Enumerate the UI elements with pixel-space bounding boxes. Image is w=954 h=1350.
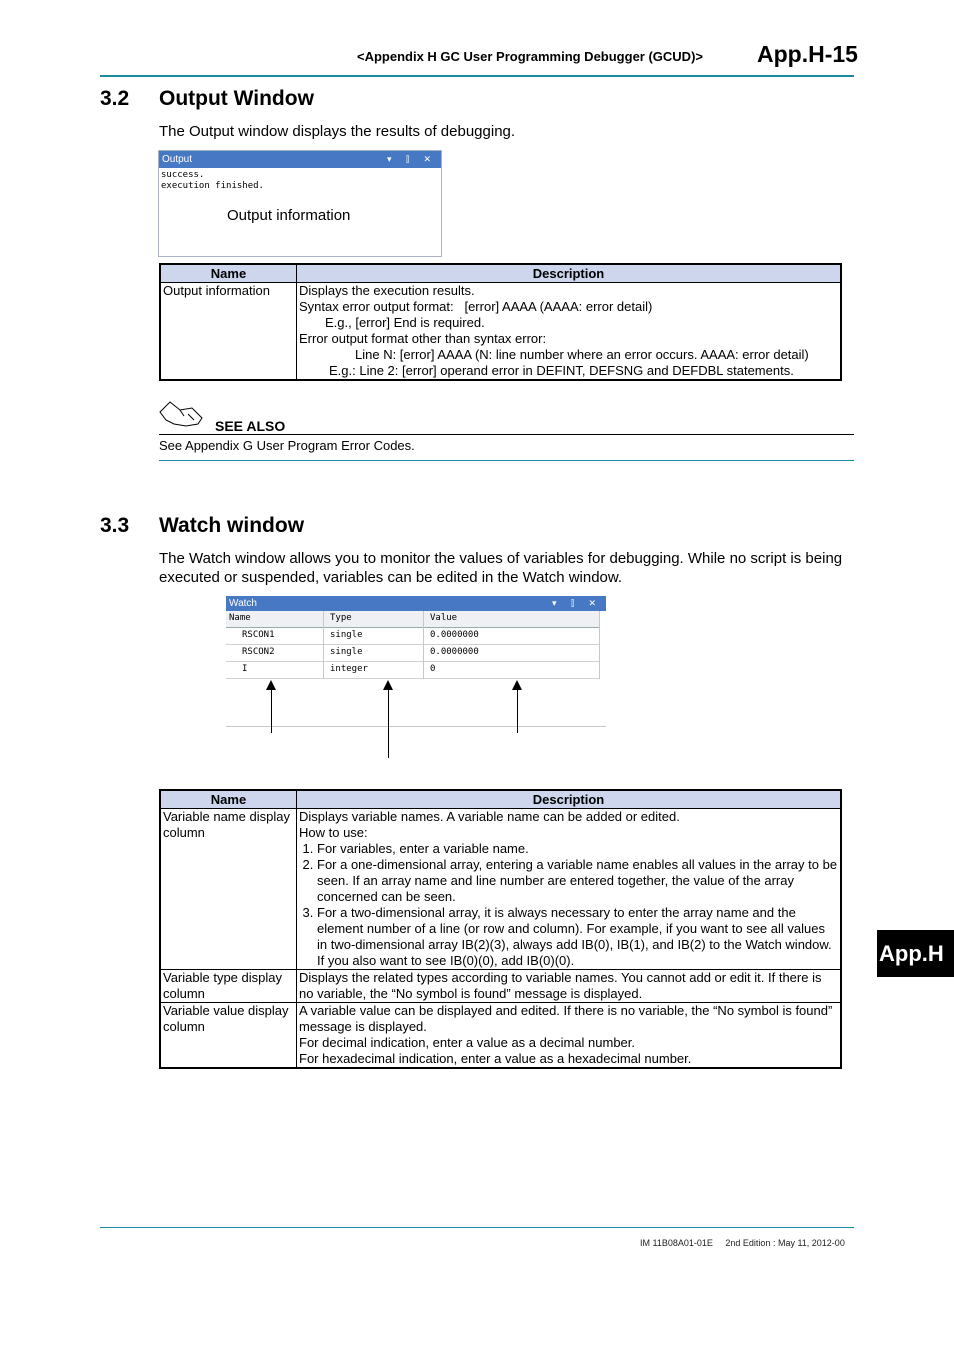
output-line: execution finished. xyxy=(161,181,264,191)
output-intro: The Output window displays the results of debugging. xyxy=(159,123,516,140)
row-description xyxy=(297,809,842,970)
output-line: success. xyxy=(161,170,205,180)
arrow-line xyxy=(388,689,389,758)
desc-line: A variable value can be displayed and edited. If there is no variable, the “No symbol is found” message is displayed. xyxy=(299,1003,833,1034)
watch-column-header-type[interactable]: Type xyxy=(330,613,352,623)
row-description xyxy=(297,970,842,1003)
row-name: Output information xyxy=(160,283,297,381)
section-title: Watch window xyxy=(159,514,305,537)
watch-window xyxy=(226,596,606,728)
watch-row[interactable] xyxy=(226,645,600,662)
watch-cell-value[interactable]: 0 xyxy=(430,664,436,674)
watch-cell-value[interactable]: 0.0000000 xyxy=(430,647,479,657)
row-name: Variable type display column xyxy=(160,970,297,1003)
header-rule xyxy=(100,75,854,77)
watch-column-header-value[interactable]: Value xyxy=(430,613,458,623)
row-description xyxy=(297,1003,842,1069)
output-window-title: Output xyxy=(162,154,193,165)
page-number: App.H-15 xyxy=(757,41,858,67)
output-window-titlebar xyxy=(159,151,441,168)
watch-grid xyxy=(226,611,606,691)
watch-cell-name[interactable]: I xyxy=(242,664,248,674)
watch-cell-value[interactable]: 0.0000000 xyxy=(430,630,479,640)
column-header-name: Name xyxy=(160,264,297,283)
desc-line: Line N: [error] AAAA (N: line number where an error occurs. AAAA: error detail) xyxy=(355,347,809,362)
watch-window-bottom-edge xyxy=(226,726,606,727)
see-also-rule-bottom xyxy=(159,460,854,461)
how-to-steps xyxy=(299,841,838,969)
window-controls-icon: ▾ ⫿ ✕ xyxy=(552,598,602,608)
desc-line: Error output format other than syntax error: xyxy=(299,331,547,346)
watch-column-header-name[interactable]: Name xyxy=(229,613,251,623)
row-name: Variable value display column xyxy=(160,1003,297,1069)
chapter-header: <Appendix H GC User Programming Debugger (GCUD)> xyxy=(357,49,703,64)
pointing-hand-icon xyxy=(158,400,204,430)
section-number: 3.3 xyxy=(100,514,130,537)
list-item: 3. For a two-dimensional array, it is always necessary to enter the array name and the element number of a line (or row and column). For example, if you want to see all values in two-dimensional array IB(2)(3), always add IB(0), IB(1), and IB(2) to the Watch window. If you also want to see IB(0)(0), add IB(0)(0). xyxy=(317,905,838,969)
output-window-content xyxy=(159,168,441,194)
list-item: 1. For variables, enter a variable name. xyxy=(317,841,838,857)
watch-cell-type: integer xyxy=(330,664,368,674)
table-row xyxy=(160,970,841,1003)
section-number: 3.2 xyxy=(100,87,130,110)
window-controls-icon: ▾ ⫿ ✕ xyxy=(387,154,437,164)
watch-intro: The Watch window allows you to monitor the values of variables for debugging. While no script is being executed or suspended, variables can be edited in the Watch window. xyxy=(159,550,843,586)
appendix-side-tab: App.H xyxy=(877,930,954,977)
watch-row[interactable] xyxy=(226,628,600,645)
table-row xyxy=(160,283,841,381)
row-name: Variable name display column xyxy=(160,809,297,970)
watch-cell-name[interactable]: RSCON2 xyxy=(242,647,275,657)
output-window xyxy=(158,150,442,257)
section-heading-watch-window xyxy=(100,514,304,538)
column-header-name: Name xyxy=(160,790,297,809)
row-description xyxy=(297,283,842,381)
column-divider xyxy=(599,611,600,679)
desc-line: E.g.: Line 2: [error] operand error in DEFINT, DEFSNG and DEFDBL statements. xyxy=(329,363,794,378)
output-description-table xyxy=(159,263,842,381)
column-header-description: Description xyxy=(297,790,842,809)
desc-line: Displays variable names. A variable name can be added or edited. xyxy=(299,809,680,824)
desc-line: Syntax error output format: [error] AAAA (AAAA: error detail) xyxy=(299,299,653,314)
desc-line: Displays the related types according to variable names. You cannot add or edit it. If there is no variable, the “No symbol is found” message is displayed. xyxy=(299,970,822,1001)
column-divider xyxy=(423,611,424,679)
desc-line: For hexadecimal indication, enter a value as a hexadecimal number. xyxy=(299,1051,692,1066)
watch-description-table xyxy=(159,789,842,1069)
watch-cell-name[interactable]: RSCON1 xyxy=(242,630,275,640)
watch-cell-type: single xyxy=(330,647,363,657)
section-heading-output-window xyxy=(100,87,314,111)
footer-rule xyxy=(100,1227,854,1228)
edition: 2nd Edition : May 11, 2012-00 xyxy=(725,1238,845,1248)
arrow-line xyxy=(517,689,518,733)
watch-header-row xyxy=(226,611,600,628)
column-header-description: Description xyxy=(297,264,842,283)
footer xyxy=(640,1238,845,1248)
list-item: 2. For a one-dimensional array, entering a variable name enables all values in the array to be seen. If an array name and line number are entered together, the value of the array concerned can be seen. xyxy=(317,857,838,905)
table-row xyxy=(160,1003,841,1069)
watch-window-title: Watch xyxy=(229,598,257,609)
desc-line: E.g., [error] End is required. xyxy=(325,315,485,330)
doc-id: IM 11B08A01-01E xyxy=(640,1238,713,1248)
desc-line: How to use: xyxy=(299,825,368,840)
section-title: Output Window xyxy=(159,87,314,110)
output-info-callout: Output information xyxy=(227,207,351,224)
column-divider xyxy=(323,611,324,679)
desc-line: Displays the execution results. xyxy=(299,283,475,298)
watch-row[interactable] xyxy=(226,662,600,679)
desc-line: For decimal indication, enter a value as a decimal number. xyxy=(299,1035,636,1050)
table-row xyxy=(160,809,841,970)
watch-cell-type: single xyxy=(330,630,363,640)
see-also-text: See Appendix G User Program Error Codes. xyxy=(159,438,415,453)
arrow-line xyxy=(271,689,272,733)
see-also-rule-top xyxy=(159,434,854,435)
see-also-label: SEE ALSO xyxy=(215,418,286,434)
watch-window-titlebar xyxy=(226,596,606,611)
